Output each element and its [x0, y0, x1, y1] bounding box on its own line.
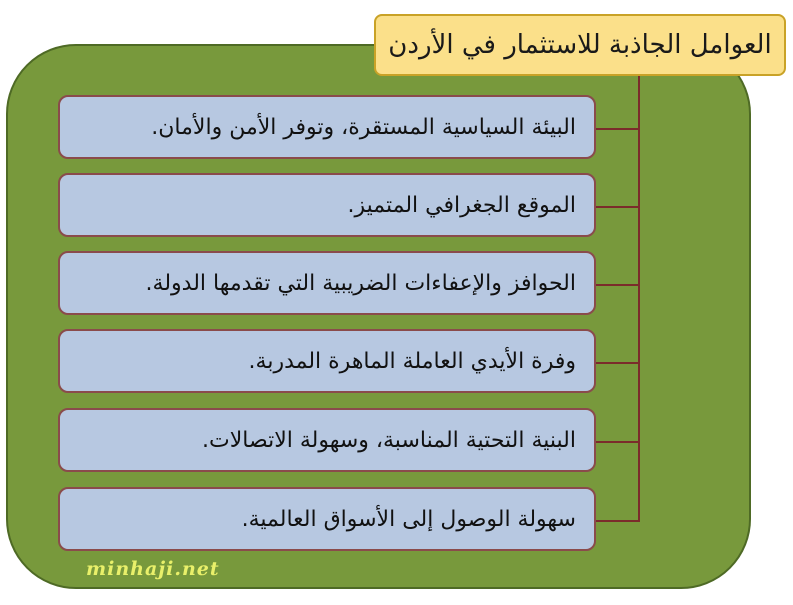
factor-item-4: وفرة الأيدي العاملة الماهرة المدربة.: [58, 329, 596, 393]
connector-trunk: [638, 76, 640, 522]
connector-branch-1: [596, 128, 640, 130]
connector-branch-3: [596, 284, 640, 286]
factor-item-2: الموقع الجغرافي المتميز.: [58, 173, 596, 237]
factor-item-3: الحوافز والإعفاءات الضريبية التي تقدمها الدولة.: [58, 251, 596, 315]
connector-branch-4: [596, 362, 640, 364]
connector-branch-6: [596, 520, 640, 522]
diagram-title: العوامل الجاذبة للاستثمار في الأردن: [374, 14, 786, 76]
connector-branch-5: [596, 441, 640, 443]
factor-item-6: سهولة الوصول إلى الأسواق العالمية.: [58, 487, 596, 551]
watermark-text: minhaji.net: [86, 558, 220, 580]
factor-item-1: البيئة السياسية المستقرة، وتوفر الأمن والأمان.: [58, 95, 596, 159]
connector-branch-2: [596, 206, 640, 208]
factor-item-5: البنية التحتية المناسبة، وسهولة الاتصالات.: [58, 408, 596, 472]
